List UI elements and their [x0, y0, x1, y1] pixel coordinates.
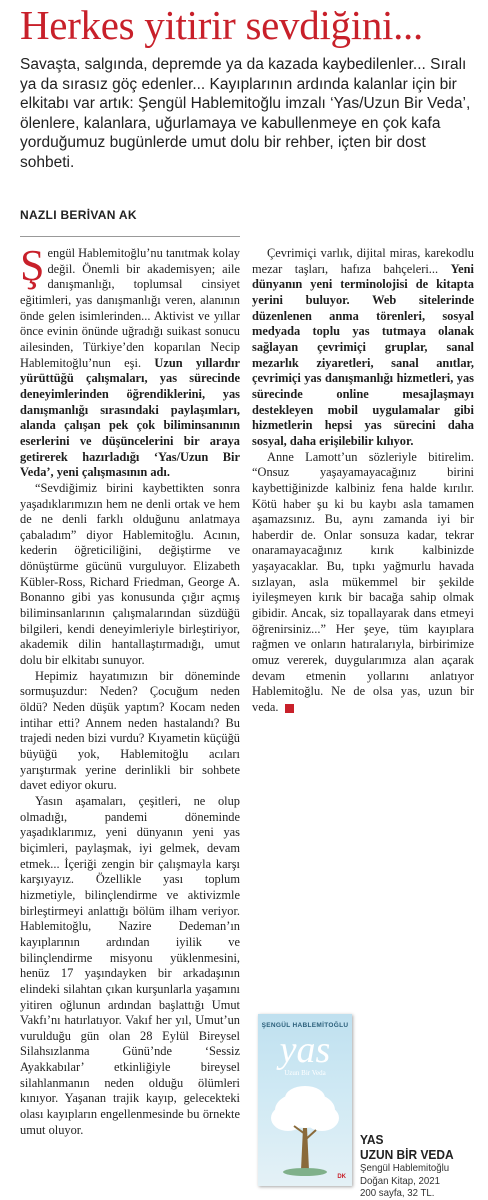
drop-cap: Ş — [20, 241, 45, 290]
paragraph-2: “Sevdiğimiz birini kaybettikten sonra yaşadıklarımızın hem ne denli ortak ve hem de ne denli farklı olduğunu anlatmaya çabaladım” diyor Hablemitoğlu. Acının, kederin öğreticiliğini, değiştirme ve dönüştürme gücünü vurguluyor. Elizabeth Kübler-Ross, Richard Friedman, George A. Bonanno gibi yas konusunda çığır açmış biliminsanlarının çalışmalarından süzdüğü bilgileri, kendi deneyimleriyle birleştiriyor, akademik dilin hantallaştırmadığı, umut dolu bir elkitabı sunuyor. — [20, 480, 240, 668]
lead-paragraph: Savaşta, salgında, depremde ya da kazada kaybedilenler... Sıralı ya da sırasız göç edenler... Kayıplarının ardında kalanlar için bir elkitabı var artık: Şengül Hablemitoğlu imzalı ‘Yas/Uzun Bir Veda’, ölenlere, kalanlara, uğurlamaya ve kabullenmeye en çok kafa yorduğumuz bugünlerde umut dolu bir rehber, içten bir dost sohbeti. — [20, 56, 471, 171]
book-cover-title: yas — [279, 1029, 331, 1071]
divider — [20, 236, 240, 237]
author-byline: NAZLI BERİVAN AK — [20, 208, 137, 222]
paragraph-4: Yasın aşamaları, çeşitleri, ne olup olmadığı, pandemi döneminde yaşadıklarımız, yeni dünyanın yeni yas biçimleri, paylaşmak, iyi gelmek, devam etmek... İçeriği zengin bir çalışmayla karşı karşıyayız. Özellikle yası toplum hizmetiyle, bilinçlendirme ve aktivizmle birleştirmeyi anlattığı bölüm ilham veriyor. Hablemitoğlu, Nazire Dedeman’ın kayıplarının ardından iyilik ve bilinçlendirme misyonu yüklenmesini, henüz 17 yaşındayken bir arkadaşının elindeki silahtan çıkan kurşunlarla yaşamını yitiren oğlunun ardından başlattığı Umut Vakfı’nı hatırlatıyor. Vakıf her yıl, Umut’un vurulduğu gün olan 28 Eylül Bireysel Silahsızlanma Günü’nde ‘Sessiz Ayakkabılar’ etkinliğiyle bireysel silahlanmanın neden olduğu ölümleri kınıyor. Yaşanan trajik kayıp, gelecekteki olası kayıpların engellenmesinde bu örnekte umut oluyor. — [20, 793, 240, 1137]
paragraph-1-text: engül Hablemitoğlu’nu tanıtmak kolay değil. Önemli bir akademisyen; aile danışmanlığı, toplumsal cinsiyet eğitimleri, yas danışmanlığı veren, alanının önde gelen isimlerinden... Aktivist ve yıllar önce evinin önünde uğradığı suikast sonucu ailesinden, Türkiye’den koparılan Necip Hablemitoğlu’nun eşi. — [20, 246, 240, 370]
book-cover-subtitle: Uzun Bir Veda — [284, 1069, 326, 1077]
paragraph-1-bold: Uzun yıllardır yürüttüğü çalışmaları, yas sürecinde deneyimlerinden öğrendiklerini, yas danışmanlığı sırasındaki paylaşımları, alanda çalışan pek çok biliminsanının eserlerini ve düşüncelerini bir araya getirerek hazırladığı ‘Yas/Uzun Bir Veda’, yeni çalışmasının adı. — [20, 355, 240, 480]
book-title-line-1: YAS — [360, 1132, 384, 1147]
tree-illustration-icon — [268, 1084, 342, 1180]
paragraph-6-text: Anne Lamott’un sözleriyle bitirelim. “Onsuz yaşayamayacağınız birini kaybettiğinizde kalbiniz fena halde kırılır. Kötü haber şu ki bu kaybı asla tamamen aşamazsınız. Bu, aynı zamanda iyi bir haberdir de. Onlar sonsuza kadar, tekrar onaramayacağınız kırık kalbinizde yaşayacaklar. Bu, tıpkı yağmurlu havada sızlayan, asla mükemmel bir şekilde iyileşmeyen kırık bir bacağa sahip olmak gibidir. Ancak, siz topallayarak dans etmeyi öğrenirsiniz...” Her şeye, tüm kayıplara rağmen ve onların hatıralarıyla, birbirimize omuz vererek, duygularımıza alan açarak devam etmenin yollarını anlatıyor Hablemitoğlu. Ne de olsa yas, uzun bir veda. — [252, 449, 474, 715]
book-cover-author: ŞENGÜL HABLEMİTOĞLU — [261, 1022, 349, 1029]
headline: Herkes yitirir sevdiğini... — [20, 2, 423, 48]
article-column-1 — [20, 241, 240, 1138]
book-pages-price: 200 sayfa, 32 TL. — [360, 1187, 435, 1199]
book-author: Şengül Hablemitoğlu — [360, 1162, 450, 1174]
paragraph-1 — [20, 241, 240, 481]
paragraph-3: Hepimiz hayatımızın bir döneminde sormuşuzdur: Neden? Çocuğum neden öldü? Neden düşük yaptım? Kocam neden intihar etti? Annem neden hastalandı? Bu trajedi neden bizi vurdu? Kıyametin küçüğü büyüğü yok, Hablemitoğlu acıları yarıştırmak yerine derinlikli bir sohbete davet ediyor okuru. — [20, 668, 240, 793]
paragraph-5-text: Çevrimiçi varlık, dijital miras, karekodlu mezar taşları, hafıza bahçeleri... — [252, 246, 474, 276]
article-column-2 — [252, 246, 474, 716]
end-mark-icon — [285, 704, 294, 713]
book-publisher: Doğan Kitap, 2021 — [360, 1174, 441, 1187]
book-info — [360, 1132, 480, 1200]
paragraph-5 — [252, 246, 474, 450]
book-cover-publisher: DK — [337, 1174, 346, 1180]
book-title-line-2: UZUN BİR VEDA — [360, 1147, 454, 1162]
paragraph-6 — [252, 450, 474, 716]
book-cover — [258, 1014, 352, 1186]
paragraph-5-bold: Yeni dünyanın yeni terminolojisi de kitapta yerini buluyor. Web sitelerinde düzenlenen anma törenleri, sosyal medyada toplu yas tutmaya olanak sağlayan çevrimiçi gruplar, sanal mezarlık ziyaretleri, sanal anıtlar, çevrimiçi yas danışmanlığı hizmetleri, yas sürecinde online mesajlaşmayı destekleyen mobil uygulamalar gibi hizmetlerin hepsi yas sürecini daha sosyal, daha erişilebilir kılıyor. — [252, 261, 474, 448]
